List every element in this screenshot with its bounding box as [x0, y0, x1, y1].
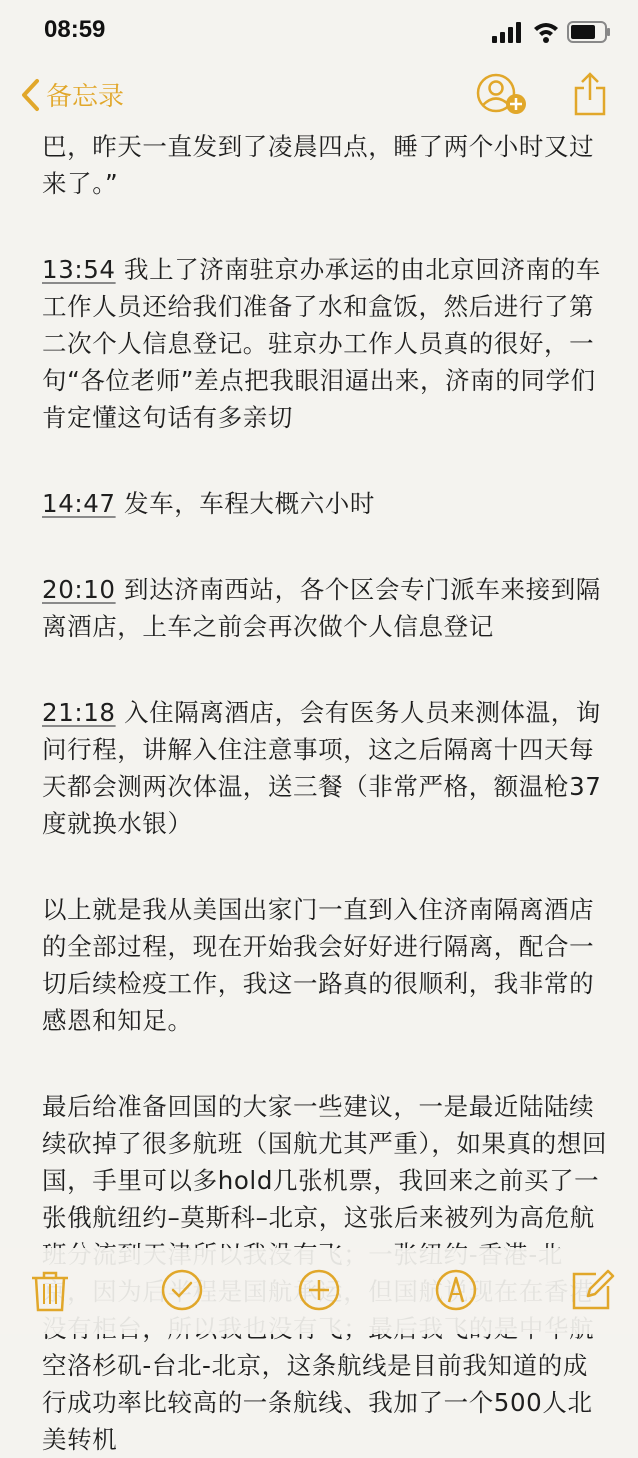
note-paragraph: [42, 128, 608, 202]
signal-icon: [492, 22, 521, 43]
note-paragraph: [42, 891, 608, 1039]
note-paragraph: [42, 251, 608, 436]
paragraph-text: 入住隔离酒店，会有医务人员来测体温，询问行程，讲解入住注意事项，这之后隔离十四天每天都会测两次体温，送三餐（非常严格，额温枪37度就换水银）: [42, 698, 602, 838]
share-icon[interactable]: [572, 70, 608, 118]
paragraph-text: 巴，昨天一直发到了凌晨四点，睡了两个小时又过来了。”: [42, 132, 595, 198]
timestamp-link[interactable]: 14:47: [42, 489, 116, 518]
note-paragraph: [42, 694, 608, 842]
paragraph-text: 最后给准备回国的大家一些建议，一是最近陆陆续续砍掉了很多航班（国航尤其严重），如果真的想回国，手里可以多hold几张机票，我回来之前买了一张俄航纽约–莫斯科–北京，这张后来被列为高危航 空洛杉矶-台北-北京，这条航线是目前我知道的成行成功率比较高的一条航线、我加了一个500人北美转机: [42, 1092, 608, 1454]
trash-icon[interactable]: [28, 1268, 72, 1312]
markup-icon[interactable]: [434, 1268, 478, 1312]
chevron-left-icon: [20, 78, 40, 112]
paragraph-text: 到达济南西站，各个区会专门派车来接到隔离酒店，上车之前会再次做个人信息登记: [42, 575, 601, 641]
status-bar: [0, 0, 638, 62]
paragraph-text: 我上了济南驻京办承运的由北京回济南的车工作人员还给我们准备了水和盒饭，然后进行了第二次个人信息登记。驻京办工作人员真的很好，一句“各位老师”差点把我眼泪逼出来，济南的同学们肯定懂这句话有多亲切: [42, 255, 601, 432]
compose-icon[interactable]: [570, 1268, 614, 1312]
battery-icon: [568, 22, 610, 42]
paragraph-text: 以上就是我从美国出家门一直到入住济南隔离酒店的全部过程，现在开始我会好好进行隔离，配合一切后续检疫工作，我这一路真的很顺利，我非常的感恩和知足。: [42, 895, 595, 1035]
status-time: 08:59: [44, 16, 106, 43]
checklist-icon[interactable]: [160, 1268, 204, 1312]
timestamp-link[interactable]: 13:54: [42, 255, 116, 284]
wifi-icon: [534, 23, 558, 43]
timestamp-link[interactable]: 20:10: [42, 575, 116, 604]
note-paragraph: [42, 571, 608, 645]
timestamp-link[interactable]: 21:18: [42, 698, 116, 727]
note-paragraph: [42, 485, 608, 522]
note-body[interactable]: [42, 128, 608, 1454]
bottom-toolbar: [0, 1248, 638, 1334]
nav-bar: [0, 62, 638, 132]
status-icons: [492, 20, 612, 44]
add-icon[interactable]: [297, 1268, 341, 1312]
back-button[interactable]: [20, 76, 124, 113]
add-people-icon[interactable]: [474, 72, 528, 116]
paragraph-text: 发车，车程大概六小时: [115, 489, 375, 518]
back-button-label: 备忘录: [46, 82, 125, 112]
